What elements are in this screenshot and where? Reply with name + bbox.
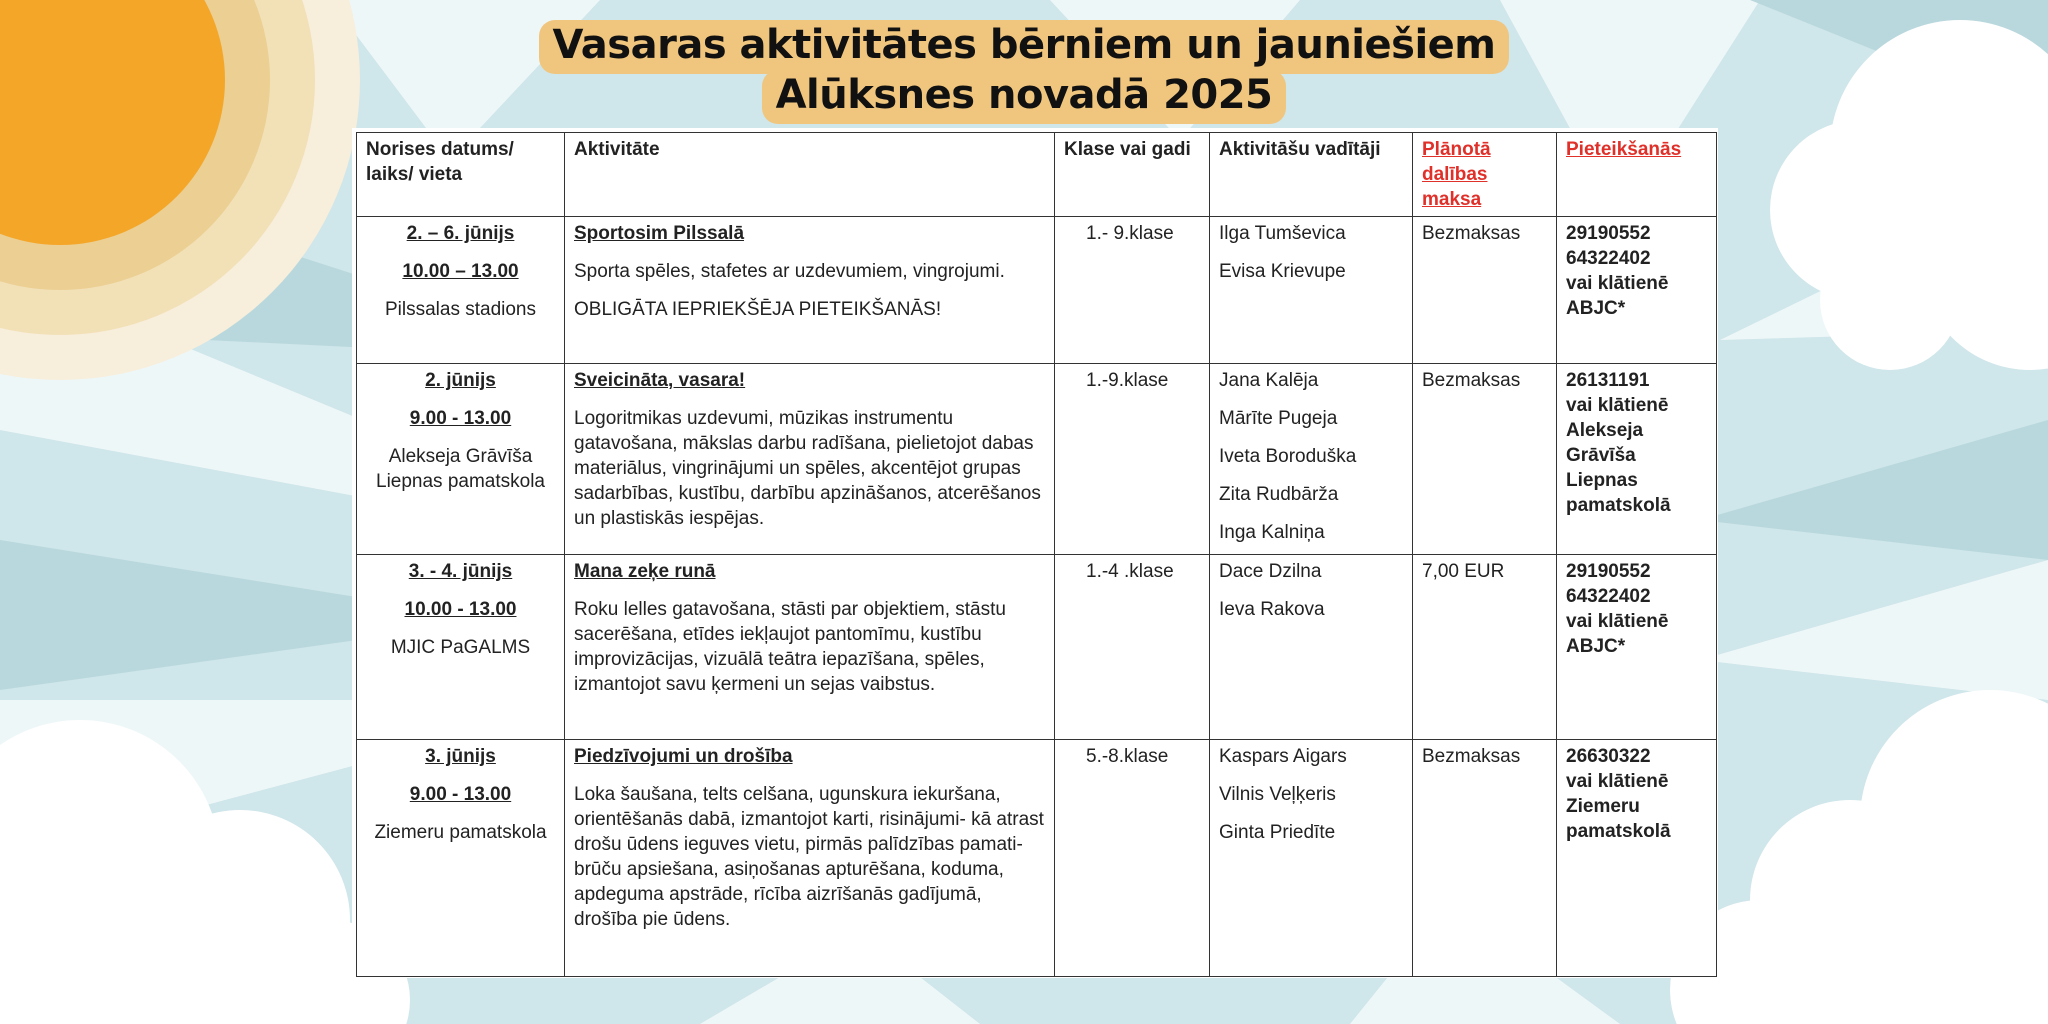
date-cell xyxy=(357,740,565,977)
leader-name: Zita Rudbārža xyxy=(1219,484,1339,505)
event-date: 2. jūnijs xyxy=(425,370,496,391)
activity-title: Sveicināta, vasara! xyxy=(574,370,746,391)
grade-value: 1.-4 .klase xyxy=(1086,561,1174,582)
grade-cell xyxy=(1055,217,1210,364)
event-date: 3. - 4. jūnijs xyxy=(408,561,513,582)
event-place: Pilssalas stadions xyxy=(384,299,537,320)
table-header-row xyxy=(357,133,1717,217)
activity-note: OBLIGĀTA IEPRIEKŠĒJA PIETEIKŠANĀS! xyxy=(574,299,942,320)
activity-description: Logoritmikas uzdevumi, mūzikas instrumentu gatavošana, mākslas darbu radīšana, pielietojot dabas materiālus, vingrinājumi un spēles, akcentējot grupas sadarbības, kustību, darbību apzināšanos, atcerēšanos un plastiskās iespējas. xyxy=(574,408,1041,529)
header-date: Norises datums/ laiks/ vieta xyxy=(357,133,565,217)
leader-name: Ieva Rakova xyxy=(1219,599,1325,620)
leader-name: Dace Dzilna xyxy=(1219,561,1322,582)
signup-contact: 29190552 64322402 vai klātienē ABJC* xyxy=(1566,561,1669,657)
title-line-1: Vasaras aktivitātes bērniem un jauniešiem xyxy=(539,20,1510,74)
fee-cell: Bezmaksas xyxy=(1413,740,1557,977)
event-place: Alekseja Grāvīša Liepnas pamatskola xyxy=(376,446,545,492)
fee-cell: Bezmaksas xyxy=(1413,217,1557,364)
signup-contact: 26630322 vai klātienē Ziemeru pamatskolā xyxy=(1566,746,1671,842)
leader-name: Vilnis Veļķeris xyxy=(1219,784,1336,805)
activity-title: Sportosim Pilssalā xyxy=(574,223,745,244)
activity-description: Sporta spēles, stafetes ar uzdevumiem, vingrojumi. xyxy=(574,261,1005,282)
header-activity: Aktivitāte xyxy=(565,133,1055,217)
schedule-table xyxy=(356,132,1717,977)
activity-cell xyxy=(565,740,1055,977)
signup-cell xyxy=(1557,364,1717,555)
leader-name: Inga Kalniņa xyxy=(1219,522,1325,543)
grade-cell xyxy=(1055,364,1210,555)
fee-cell: Bezmaksas xyxy=(1413,364,1557,555)
date-cell xyxy=(357,217,565,364)
date-cell xyxy=(357,364,565,555)
table-row xyxy=(357,740,1717,977)
header-leaders: Aktivitāšu vadītāji xyxy=(1210,133,1413,217)
event-place: MJIC PaGALMS xyxy=(390,637,531,658)
title-line-2: Alūksnes novadā 2025 xyxy=(762,70,1287,124)
leaders-cell xyxy=(1210,740,1413,977)
activity-cell xyxy=(565,217,1055,364)
event-time: 10.00 - 13.00 xyxy=(404,599,517,620)
event-time: 10.00 – 13.00 xyxy=(402,261,519,282)
leaders-cell xyxy=(1210,555,1413,740)
grade-cell xyxy=(1055,555,1210,740)
grade-value: 1.-9.klase xyxy=(1086,370,1169,391)
event-date: 3. jūnijs xyxy=(425,746,496,767)
signup-cell xyxy=(1557,740,1717,977)
header-fee-label: Plānotā dalības maksa xyxy=(1422,139,1491,210)
activity-description: Loka šaušana, telts celšana, ugunskura iekuršana, orientēšanās dabā, izmantojot karti, risinājumi- kā atrast drošu ūdens ieguves vietu, pirmās palīdzības pamati-brūču apsiešana, asiņošanas apturēšana, koduma, apdeguma apstrāde, rīcība aizrīšanās gadījumā, drošība pie ūdens. xyxy=(574,784,1044,930)
event-time: 9.00 - 13.00 xyxy=(409,408,512,429)
table-row xyxy=(357,555,1717,740)
leader-name: Ginta Priedīte xyxy=(1219,822,1336,843)
leaders-cell xyxy=(1210,364,1413,555)
header-grade: Klase vai gadi xyxy=(1055,133,1210,217)
activity-description: Roku lelles gatavošana, stāsti par objektiem, stāstu sacerēšana, etīdes iekļaujot pantomīmu, kustību improvizācijas, vizuālā teātra iepazīšana, spēles, izmantojot savu ķermeni un sejas vaibstus. xyxy=(574,599,1006,695)
event-place: Ziemeru pamatskola xyxy=(374,822,547,843)
leader-name: Jana Kalēja xyxy=(1219,370,1319,391)
grade-cell xyxy=(1055,740,1210,977)
event-date: 2. – 6. jūnijs xyxy=(406,223,515,244)
leader-name: Mārīte Pugeja xyxy=(1219,408,1338,429)
leaders-cell xyxy=(1210,217,1413,364)
table-row xyxy=(357,217,1717,364)
grade-value: 1.- 9.klase xyxy=(1086,223,1174,244)
table-row xyxy=(357,364,1717,555)
header-signup xyxy=(1557,133,1717,217)
event-time: 9.00 - 13.00 xyxy=(409,784,512,805)
fee-cell: 7,00 EUR xyxy=(1413,555,1557,740)
signup-contact: 29190552 64322402 vai klātienē ABJC* xyxy=(1566,223,1669,319)
leader-name: Iveta Boroduška xyxy=(1219,446,1357,467)
activity-cell xyxy=(565,364,1055,555)
leader-name: Evisa Krievupe xyxy=(1219,261,1346,282)
activity-title: Mana zeķe runā xyxy=(574,561,716,582)
date-cell xyxy=(357,555,565,740)
activity-cell xyxy=(565,555,1055,740)
activity-title: Piedzīvojumi un drošība xyxy=(574,746,793,767)
header-signup-label: Pieteikšanās xyxy=(1566,139,1682,160)
signup-contact: 26131191 vai klātienē Alekseja Grāvīša Liepnas pamatskolā xyxy=(1566,370,1671,516)
leader-name: Kaspars Aigars xyxy=(1219,746,1347,767)
leader-name: Ilga Tumševica xyxy=(1219,223,1346,244)
schedule-document xyxy=(352,128,1718,978)
grade-value: 5.-8.klase xyxy=(1086,746,1169,767)
header-fee xyxy=(1413,133,1557,217)
signup-cell xyxy=(1557,555,1717,740)
page-title xyxy=(0,0,2048,124)
signup-cell xyxy=(1557,217,1717,364)
